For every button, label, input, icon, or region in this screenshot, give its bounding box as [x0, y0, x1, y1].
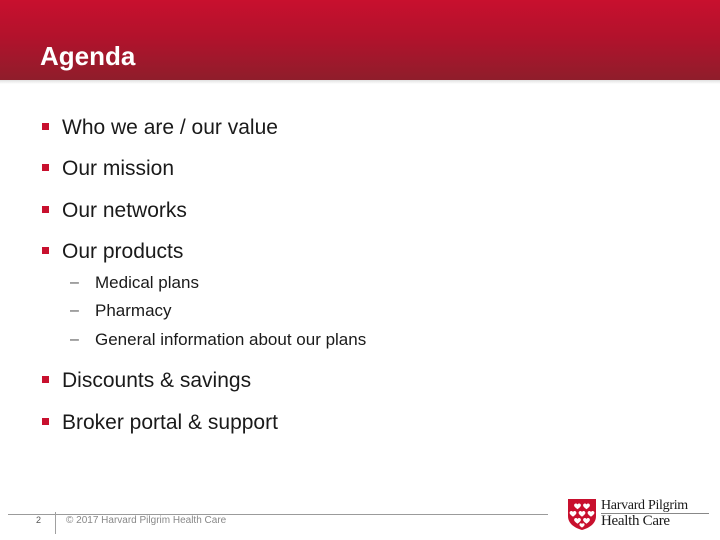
bullet-square-icon — [42, 206, 49, 213]
agenda-item-label: Broker portal & support — [62, 411, 278, 434]
agenda-item-label: Our networks — [62, 199, 187, 222]
agenda-subitem-label: Medical plans — [95, 273, 199, 292]
agenda-subitem-label: Pharmacy — [95, 301, 172, 320]
agenda-item-label: Who we are / our value — [62, 116, 278, 139]
bullet-square-icon — [42, 418, 49, 425]
agenda-item-label: Our mission — [62, 157, 175, 180]
dash-marker: – — [70, 274, 79, 291]
logo-line2: Health Care — [601, 513, 670, 529]
hphc-cross-hearts-icon — [567, 498, 597, 530]
page-number: 2 — [36, 515, 42, 525]
bullet-square-icon — [42, 247, 49, 254]
logo-line1: Harvard Pilgrim — [601, 498, 688, 513]
title-bar-shadow — [0, 80, 720, 84]
bullet-square-icon — [42, 164, 49, 171]
dash-marker: – — [70, 302, 79, 319]
logo-wordmark — [601, 498, 709, 530]
copyright-notice: © 2017 Harvard Pilgrim Health Care — [66, 515, 227, 526]
agenda-item-label: Our products — [62, 240, 184, 263]
footer-divider — [55, 512, 56, 534]
title-bar — [0, 0, 720, 80]
bullet-square-icon — [42, 376, 49, 383]
dash-marker: – — [70, 331, 79, 348]
agenda-item-label: Discounts & savings — [62, 369, 252, 392]
slide-title: Agenda — [40, 41, 136, 71]
company-logo — [567, 498, 707, 530]
bullet-square-icon — [42, 123, 49, 130]
agenda-subitem-label: General information about our plans — [95, 330, 367, 349]
